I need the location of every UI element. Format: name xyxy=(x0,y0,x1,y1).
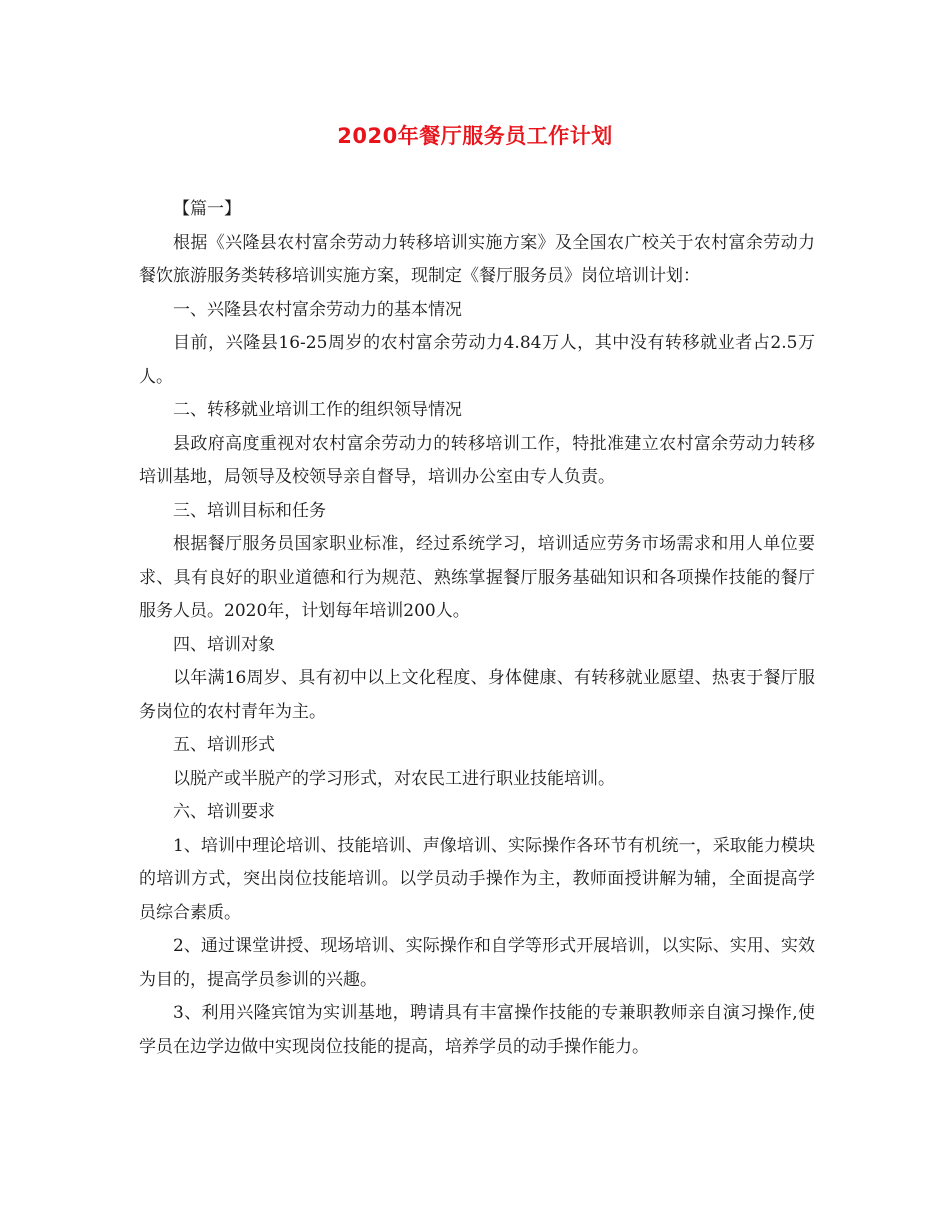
section-heading: 二、转移就业培训工作的组织领导情况 xyxy=(173,400,462,420)
paragraph: 目前，兴隆县16-25周岁的农村富余劳动力4.84万人，其中没有转移就业者占2.5万人。 xyxy=(139,333,815,387)
document-body xyxy=(139,193,815,1064)
paragraph: 以脱产或半脱产的学习形式，对农民工进行职业技能培训。 xyxy=(173,768,615,789)
section-heading: 一、兴隆县农村富余劳动力的基本情况 xyxy=(173,299,462,320)
paragraph: 以年满16周岁、具有初中以上文化程度、身体健康、有转移就业愿望、热衷于餐厅服务岗位的农村青年为主。 xyxy=(139,668,815,722)
paragraph: 根据餐厅服务员国家职业标准，经过系统学习，培训适应劳务市场需求和用人单位要求、具有良好的职业道德和行为规范、熟练掌握餐厅服务基础知识和各项操作技能的餐厅服务人员。2020年，计划每年培训200人。 xyxy=(139,534,815,621)
section-heading: 五、培训形式 xyxy=(173,735,275,755)
paragraph: 县政府高度重视对农村富余劳动力的转移培训工作，特批准建立农村富余劳动力转移培训基地，局领导及校领导亲自督导，培训办公室由专人负责。 xyxy=(139,433,815,487)
paragraph: 2、通过课堂讲授、现场培训、实际操作和自学等形式开展培训，以实际、实用、实效为目的，提高学员参训的兴趣。 xyxy=(139,936,815,990)
section-heading: 六、培训要求 xyxy=(173,802,275,822)
section-heading: 三、培训目标和任务 xyxy=(173,500,326,521)
paragraph: 1、培训中理论培训、技能培训、声像培训、实际操作各环节有机统一，采取能力模块的培训方式，突出岗位技能培训。以学员动手操作为主，教师面授讲解为辅，全面提高学员综合素质。 xyxy=(139,835,815,923)
section-heading: 【篇一】 xyxy=(173,199,241,219)
paragraph: 根据《兴隆县农村富余劳动力转移培训实施方案》及全国农广校关于农村富余劳动力餐饮旅游服务类转移培训实施方案，现制定《餐厅服务员》岗位培训计划： xyxy=(139,232,815,286)
section-heading: 四、培训对象 xyxy=(173,634,275,655)
document-title: 2020年餐厅服务员工作计划 xyxy=(337,124,613,148)
paragraph: 3、利用兴隆宾馆为实训基地，聘请具有丰富操作技能的专兼职教师亲自演习操作,使学员在边学边做中实现岗位技能的提高，培养学员的动手操作能力。 xyxy=(139,1003,815,1057)
